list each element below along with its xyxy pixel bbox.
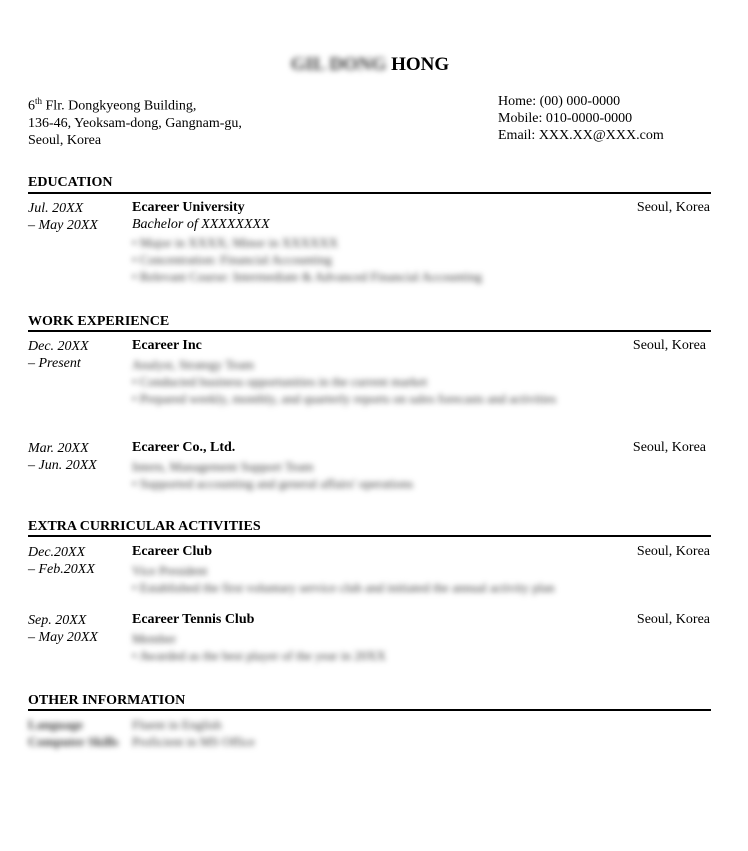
entry-location: Seoul, Korea — [636, 612, 710, 627]
section-title-work: WORK EXPERIENCE — [28, 314, 170, 329]
entry-location: Seoul, Korea — [632, 440, 706, 455]
entry-dates — [28, 200, 98, 234]
section-title-other: OTHER INFORMATION — [28, 693, 186, 708]
section-title-education: EDUCATION — [28, 175, 113, 190]
address-line-3: Seoul, Korea — [28, 132, 102, 148]
entry-organization: Ecareer Inc — [132, 338, 202, 353]
bullet-item: • Relevant Course: Intermediate & Advanced Financial Accounting — [132, 269, 483, 284]
surname: HONG — [391, 54, 450, 75]
given-names: GIL DONG — [290, 54, 387, 75]
date-start: Jul. 20XX — [28, 201, 84, 216]
entry-role: Intern, Management Support Team — [132, 459, 314, 474]
floor-number: 6 — [28, 98, 35, 114]
email[interactable]: Email: XXX.XX@XXX.com — [498, 128, 664, 143]
entry-location: Seoul, Korea — [632, 338, 706, 353]
entry-dates — [28, 612, 98, 646]
bullet-item: • Awarded as the best player of the year in 20XX — [132, 648, 386, 663]
date-start: Dec.20XX — [28, 545, 86, 560]
entry-degree: Bachelor of XXXXXXXX — [132, 217, 270, 232]
section-divider — [28, 535, 711, 537]
address-line-1-text: Flr. Dongkyeong Building, — [42, 98, 197, 114]
entry-bullets — [132, 458, 413, 492]
phone-home: Home: (00) 000-0000 — [498, 94, 621, 109]
date-end: – May 20XX — [28, 218, 98, 233]
date-start: Sep. 20XX — [28, 613, 87, 628]
bullet-item: • Established the first voluntary service club and initiated the annual activity plan — [132, 580, 555, 595]
entry-role: Vice President — [132, 563, 208, 578]
entry-organization: Ecareer Club — [132, 544, 212, 559]
entry-dates — [28, 338, 89, 372]
other-value: Fluent in English — [132, 717, 222, 732]
address-line-2: 136-46, Yeoksam-dong, Gangnam-gu, — [28, 115, 242, 131]
address-line-1 — [28, 93, 242, 115]
section-divider — [28, 330, 711, 332]
entry-bullets — [132, 562, 555, 596]
phone-mobile: Mobile: 010-0000-0000 — [498, 111, 633, 126]
date-start: Mar. 20XX — [28, 441, 89, 456]
bullet-item: • Supported accounting and general affairs' operations — [132, 476, 414, 491]
bullet-item: • Major in XXXX; Minor in XXXXXX — [132, 235, 339, 250]
address-block — [28, 93, 242, 149]
contact-block — [498, 93, 664, 144]
date-start: Dec. 20XX — [28, 339, 89, 354]
entry-organization: Ecareer Tennis Club — [132, 612, 255, 627]
bullet-item: • Prepared weekly, monthly, and quarterly reports on sales forecasts and activities — [132, 391, 557, 406]
entry-role: Member — [132, 631, 177, 646]
section-divider — [28, 192, 711, 194]
bullet-item: • Conducted business opportunities in the current market — [132, 374, 428, 389]
other-label: Language — [28, 717, 83, 732]
entry-bullets — [132, 630, 386, 664]
entry-bullets — [132, 234, 482, 285]
entry-organization: Ecareer University — [132, 200, 245, 215]
resume-name — [0, 54, 740, 76]
entry-dates — [28, 440, 97, 474]
entry-bullets — [132, 356, 556, 407]
date-end: – Present — [28, 356, 81, 371]
section-divider — [28, 709, 711, 711]
entry-location: Seoul, Korea — [636, 200, 710, 215]
entry-dates — [28, 544, 95, 578]
bullet-item: • Concentration: Financial Accounting — [132, 252, 332, 267]
section-title-extracurricular: EXTRA CURRICULAR ACTIVITIES — [28, 519, 261, 534]
date-end: – Feb.20XX — [28, 562, 95, 577]
other-value: Proficient in MS Office — [132, 734, 255, 749]
other-label: Computer Skills — [28, 734, 119, 749]
entry-location: Seoul, Korea — [636, 544, 710, 559]
date-end: – Jun. 20XX — [28, 458, 97, 473]
date-end: – May 20XX — [28, 630, 98, 645]
ordinal-suffix: th — [35, 96, 43, 106]
entry-role: Analyst, Strategy Team — [132, 357, 254, 372]
entry-organization: Ecareer Co., Ltd. — [132, 440, 236, 455]
